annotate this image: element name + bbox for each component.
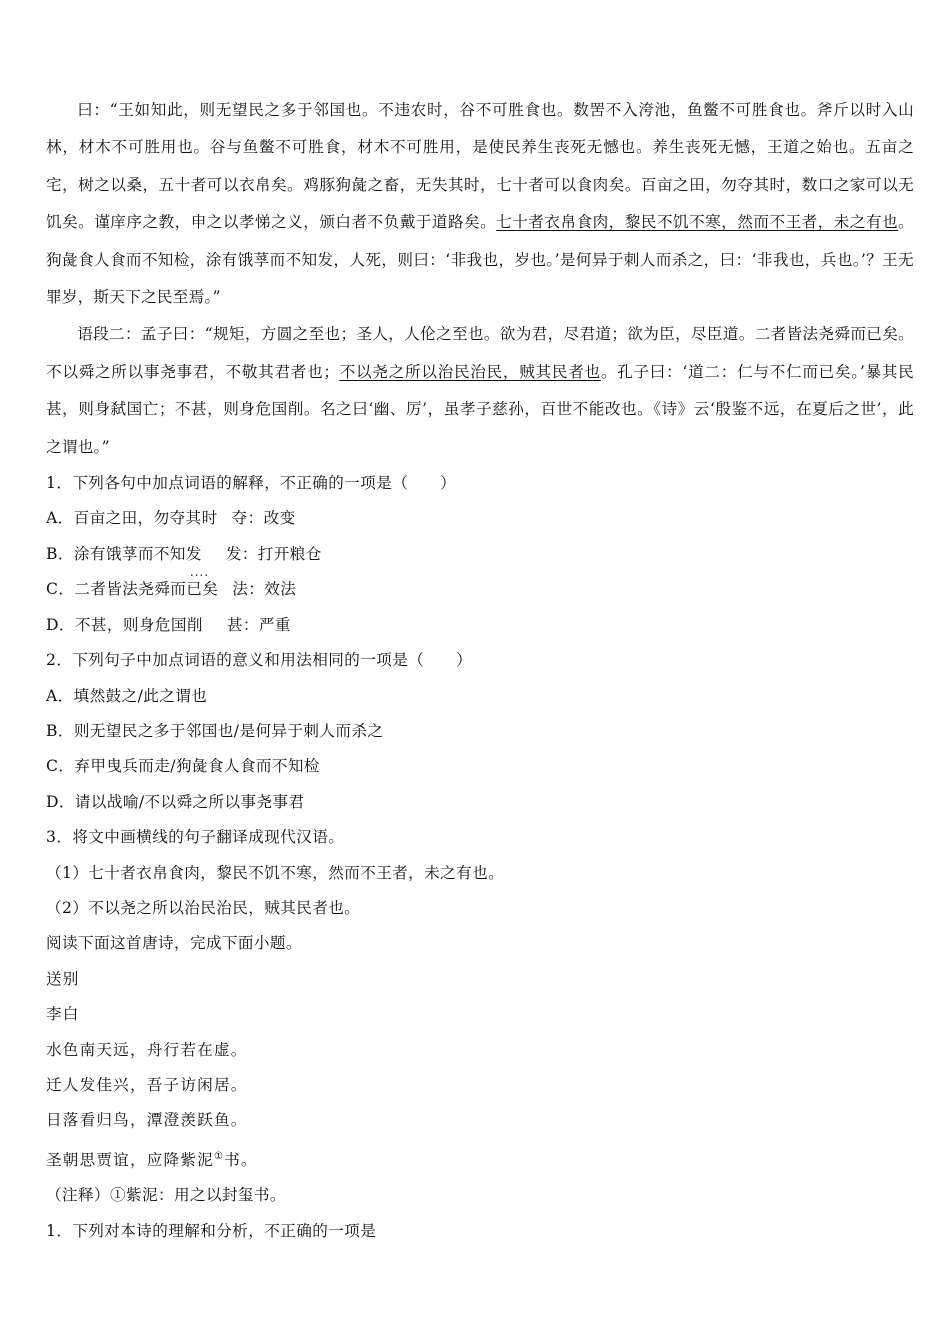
question-1-option-d <box>46 608 914 643</box>
option-note: 甚：严重 <box>226 615 291 634</box>
dotted-word: 发 .... <box>186 545 202 563</box>
question-3-sentence-1: （1）七十者衣帛食肉，黎民不饥不寒，然而不王者，未之有也。 <box>46 863 505 882</box>
question-1-option-a <box>46 501 914 536</box>
poem-line-4 <box>46 1139 914 1179</box>
question-2-option-b: B．则无望民之多于邻国也/是何异于刺人而杀之 <box>46 721 384 740</box>
passage-text: 语段二：孟子曰：“规矩，方圆之至也；圣人，人伦之至也。欲为君，尽君道；欲为臣，尽臣道。二者皆法尧舜而已矣。不以舜之所以事尧事君，不敬其君者也； <box>46 325 914 381</box>
question-4-stem: 1．下列对本诗的理解和分析，不正确的一项是 <box>46 1221 377 1240</box>
option-note: 夺：改变 <box>231 509 296 528</box>
poem-intro: 阅读下面这首唐诗，完成下面小题。 <box>46 934 302 953</box>
poem-line-3: 日落看归鸟，潭澄羡跃鱼。 <box>46 1111 248 1130</box>
option-note: 法：效法 <box>232 580 297 599</box>
question-2-option-d: D．请以战喻/不以舜之所以事尧事君 <box>46 792 305 811</box>
option-text: C．二者皆法尧舜而已矣 <box>46 580 219 599</box>
question-1-option-b <box>46 537 914 572</box>
option-text: A．百亩之田，勿夺其时 <box>46 509 218 528</box>
poem-author: 李白 <box>46 1005 80 1024</box>
passage-text: 。狗彘食人食而不知检，涂有饿莩而不知发，人死，则曰：‘非我也，岁也。’是何异于刺人而杀之，曰：‘非我也，兵也。’？王无罪岁，斯天下之民至焉。” <box>46 213 914 307</box>
footnote-marker: ① <box>213 1150 225 1162</box>
option-note: 发：打开粮仓 <box>225 544 322 563</box>
passage-text: 曰：“王如知此，则无望民之多于邻国也。不违农时，谷不可胜食也。数罟不入洿池，鱼鳖不可胜食也。斧斤以时入山林，材木不可胜用也。谷与鱼鳖不可胜食，材木不可胜用，是使民养生丧死无憾也。养生丧死无憾，王道之始也。五亩之宅，树之以桑，五十者可以衣帛矣。鸡豚狗彘之畜，无失其时，七十者可以食肉矣。百亩之田，勿夺其时，数口之家可以无饥矣。谨庠序之教，申之以孝悌之义，颁白者不负戴于道路矣。 <box>46 101 914 232</box>
question-1-option-c <box>46 572 914 607</box>
passage-paragraph-2 <box>46 316 914 466</box>
question-3-sentence-2: （2）不以尧之所以治民治民，贼其民者也。 <box>46 898 361 917</box>
poem-line-2: 迁人发佳兴，吾子访闲居。 <box>46 1075 248 1094</box>
question-2-stem: 2．下列句子中加点词语的意义和用法相同的一项是（ ） <box>46 651 473 670</box>
underlined-sentence-1: 七十者衣帛食肉，黎民不饥不寒，然而不王者，未之有也 <box>496 213 899 232</box>
question-1-stem: 1．下列各句中加点词语的解释，不正确的一项是（ ） <box>46 474 457 493</box>
underlined-sentence-2: 不以尧之所以治民治民，贼其民者也 <box>339 362 601 381</box>
question-2-option-c: C．弃甲曳兵而走/狗彘食人食而不知检 <box>46 757 320 776</box>
passage-paragraph-1 <box>46 92 914 316</box>
poem-text: 圣朝思贾谊，应降紫泥 <box>46 1150 214 1169</box>
option-text: B．涂有饿莩而不知 <box>46 544 186 563</box>
poem-title: 送别 <box>46 969 80 988</box>
question-2-option-a: A．填然鼓之/此之谓也 <box>46 686 208 705</box>
document-page <box>46 92 914 1249</box>
poem-line-1: 水色南天远，舟行若在虚。 <box>46 1040 248 1059</box>
question-3-stem: 3．将文中画横线的句子翻译成现代汉语。 <box>46 828 345 847</box>
passage-text: 。孔子曰：‘道二：仁与不仁而已矣。’暴其民甚，则身弑国亡；不甚，则身危国削。名之曰‘幽、厉’，虽孝子慈孙，百世不能改也。《诗》云‘殷鉴不远，在夏后之世’，此之谓也。” <box>46 362 914 456</box>
poem-note: （注释）①紫泥：用之以封玺书。 <box>46 1186 286 1205</box>
poem-text: 书。 <box>224 1150 258 1169</box>
option-text: D．不甚，则身危国削 <box>46 615 203 634</box>
